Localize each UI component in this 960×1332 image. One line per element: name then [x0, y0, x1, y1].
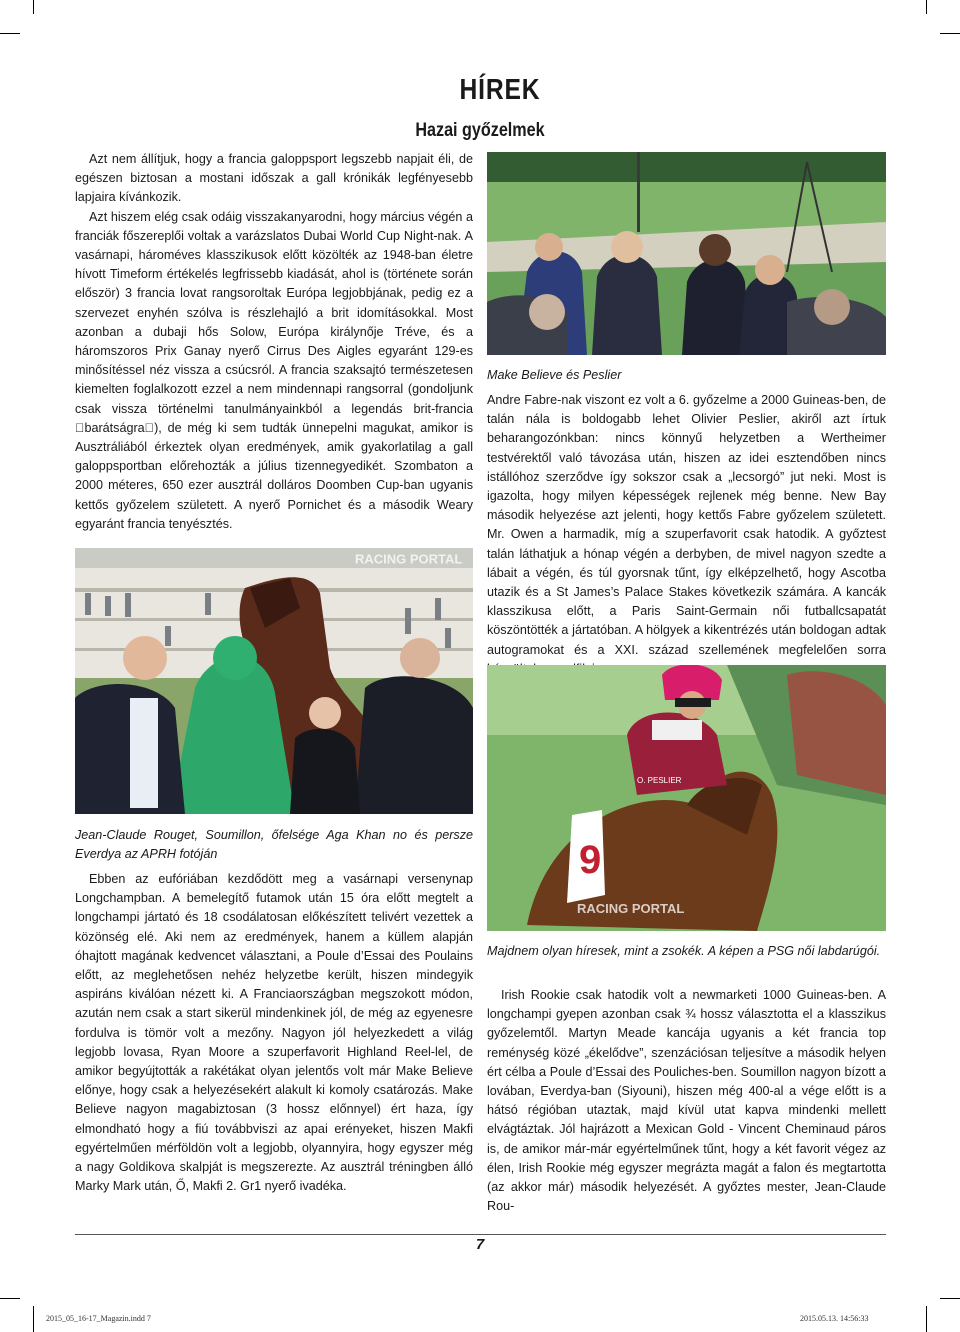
crop-mark-bottom-right-h: [940, 1298, 960, 1299]
watermark: RACING PORTAL: [355, 551, 463, 567]
crop-mark-top-right-h: [940, 33, 960, 34]
caption-text: Majdnem olyan híresek, mint a zsokék. A képen a PSG női labdarúgói.: [487, 944, 881, 958]
crop-mark-bottom-left: [33, 1306, 34, 1332]
paragraph: Ebben az eufóriában kezdődött meg a vasárnapi versenynap Longchampban. A bemelegítő futamok után 15 óra előtt megtelt a longchampi jártató és 18 csodálatosan előkészített telivért vezettek a közönség elé. Aki nem az eredmények, hanem a küllem alapján óhajtott magának kedvencet választani, a Poule d’Essai des Poulains előtt, az meglehetősen nehéz helyzetbe került, hiszen mindegyik aspiráns kiválóan nézett ki. A Franciaországban megszokott módon, azután nem csak a start sikerül mindenkinek jól, de még az egyenesre fordulva is tömör volt a mezőny. Nagyon jól helyezkedett a világ legjobb lovasa, Ryan Moore a szuperfavorit Highland Reel-lel, de amikor begyújtották a rakétákat olyan jelentős volt már Make Believe előnye, hogy csak a helyezésekért alakult ki komoly csatározás. Make Believe nagyon magabiztosan (3 hossz előnnyel) ért haza, így elmondható hogy a fiú továbbviszi az apai erényeket, hiszen Makfi egyértelműen mérföldön volt a legjobb, olyannyira, hogy egyszer még a nagy Goldikova skalpját is megszerezte. Az ausztrál tréningben álló Marky Mark után, Ő, Makfi 2. Gr1 nyerő ivadéka.: [75, 872, 473, 1194]
photo-caption-right-2: [487, 942, 886, 961]
paragraph: Irish Rookie csak hatodik volt a newmarketi 1000 Guineas-ben. A longchampi gyepen azonban csak ¾ hossz választotta el a klasszikus győzelemtől. Martyn Meade kancája ugyanis a két francia top reménység közé „ékelődve”, szenzációsan teljesítve a második helyen ért célba a Poule d’Essai des Pouliches-ben. Soumillon nagyon bízott a lovában, Everdya-ban (Siyouni), hiszen még 400-al a vége előtt is a hátsó régióban utaztak, majd kívül utat kapva mindenki mellett elvágtáztak. Jól hajrázott a Mexican Gold - Vincent Cheminaud páros is, de amikor már-már egyértelműnek tűnt, hogy a két favorit végez az élen, Irish Rookie még egyszer megrázta magát a falon és megtartotta (az akkor már) második helyezését. A győztes mester, Jean-Claude Rou-: [487, 988, 886, 1214]
crop-mark-top-left: [33, 0, 34, 14]
paragraph: Azt nem állítjuk, hogy a francia galoppsport legszebb napjait éli, de egészen biztosan a mostani időszak a gall krónikák legfényesebb lapjaira kívánkozik.: [75, 152, 473, 205]
crop-mark-top-left-h: [0, 33, 20, 34]
caption-text: Make Believe és Peslier: [487, 368, 622, 382]
paragraph: Andre Fabre-nak viszont ez volt a 6. győzelme a 2000 Guineas-ben, de talán nála is boldogabb lehet Olivier Peslier, akiről azt írtuk beharangozónkban: nincs könnyű helyzetben a Wertheimer testvérektől való távozása után, hiszen az idei esztendőben nincs istállóhoz szerződve így sokszor csak a „lecsorgó” jut neki. Most is igazolta, hogy milyen képességek rejlenek még benne. New Bay második helyezése azt jelenti, hogy kettős Fabre győzelem született. Mr. Owen a harmadik, míg a szuperfavorit csak hatodik. A győztest talán láthatjuk a hónap végén a derbyben, de mivel nagyon szedte a lábait a végén, és túl gyorsnak tűnt, így elképzelhető, hogy Ascotba utazik és a St James’s Palace Stakes következik számára. A kancák klasszikusa előtt, a Paris Saint-Germain női futballcsapatát köszöntötték a jártatóban. A hölgyek a kikentrézés után boldogan adtak autogramokat és a XXI. század szellemének megfelelően sorra: [487, 393, 886, 657]
left-column-top: [75, 150, 473, 534]
crop-mark-top-right: [926, 0, 927, 14]
psg-players-photo: [487, 152, 886, 355]
right-column-bottom: [487, 986, 886, 1216]
slug-filename: 2015_05_16-17_Magazin.indd 7: [46, 1314, 151, 1323]
watermark: RACING PORTAL: [577, 901, 685, 916]
crop-mark-bottom-left-h: [0, 1298, 20, 1299]
photo-caption-left: [75, 826, 473, 864]
caption-text: Jean-Claude Rouget, Soumillon, őfelsége Aga Khan no és persze Everdya az APRH fotóján: [75, 828, 473, 862]
winners-circle-photo: [75, 548, 473, 814]
article-title: Hazai győzelmek: [415, 120, 545, 141]
page-bottom-rule: [75, 1234, 886, 1235]
page-number: 7: [475, 1236, 485, 1253]
section-header: HÍREK: [459, 74, 541, 106]
left-column-bottom: [75, 870, 473, 1196]
crop-mark-bottom-right: [926, 1306, 927, 1332]
paragraph: Azt hiszem elég csak odáig visszakanyarodni, hogy március végén a franciák főszereplői voltak a varázslatos Dubai World Cup Night-nak. A vasárnapi, hároméves klasszikusok előtt közölték az 1948-ban életre hívott Timeform értékelés legfrissebb kiadását, ahol is (története során először) 3 francia lovat rangsoroltak Európa legjobbjának, pedig ez a szervezet enyhén szólva is részlehajló a brit idomításokkal. Most azonban a dubaji hős Solow, Európa királynője Tréve, és a háromszoros Prix Ganay nyerő Cirrus Des Aigles egyaránt 129-es minősítéssel néz vissza a csúcsról. A francia szaksajtó természetesen kiemelten foglalkozott ezzel a nem mindennapi rangsorral (gondoljunk csak vissza történelmi tanulmányainkból a legendás brit-francia  barátságra ), de még ki sem tudták ünnepelni magukat, amikor is Ausztráliából érkeztek olyan eredmények, amik gyakorlatilag a gall galoppsportban előrehozták a július tizennegyedikét. Szombaton a 2000 méteres, 650 ezer ausztrál dolláros Doomben Cup-ban ugyanis kettős győzelem született. A nyerő Pornichet és a második Weary egyaránt francia tenyésztés.: [75, 209, 473, 531]
photo-caption-right-1: [487, 366, 886, 385]
jockey-silk-text: O. PESLIER: [637, 776, 682, 785]
saddle-cloth-number: 9: [579, 838, 602, 882]
make-believe-photo: [487, 665, 886, 931]
slug-timestamp: 2015.05.13. 14:56:33: [800, 1314, 869, 1323]
right-column-mid: [487, 391, 886, 679]
